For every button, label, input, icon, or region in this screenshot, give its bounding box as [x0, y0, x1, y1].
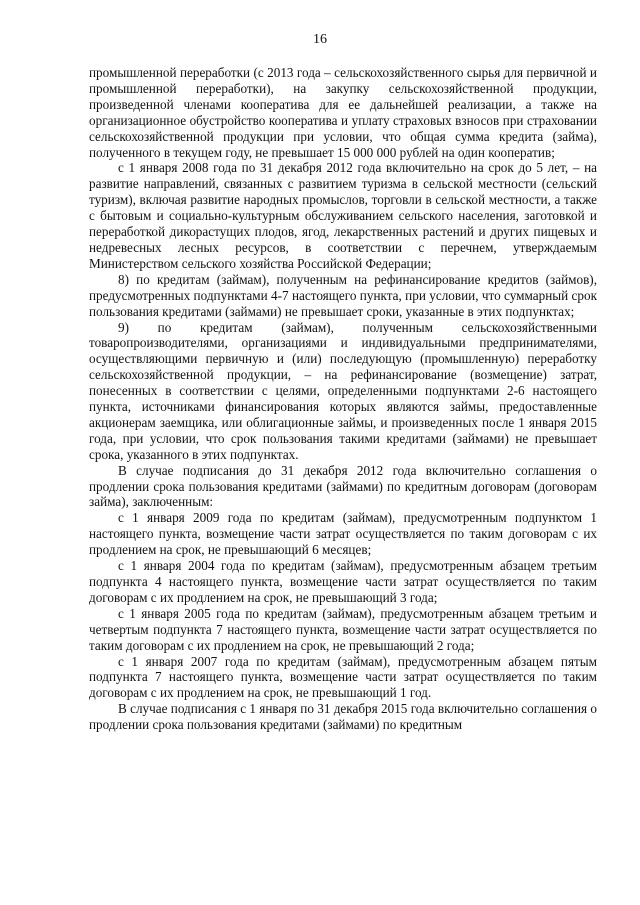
paragraph: с 1 января 2008 года по 31 декабря 2012 года включительно на срок до 5 лет, – на развитие направлений, связанных с развитием туризма в сельской местности (сельский туризм), включая развитие народных промыслов, торговли в сельской местности, а также с бытовым и социально-культурным обслуживанием сельского населения, заготовкой и переработкой дикорастущих плодов, ягод, лекарственных растений и других пищевых и недревесных лесных ресурсов, в соответствии с перечнем, утверждаемым Министерством сельского хозяйства Российской Федерации; — [89, 160, 597, 271]
paragraph: с 1 января 2007 года по кредитам (займам), предусмотренным абзацем пятым подпункта 7 настоящего пункта, возмещение части затрат осуществляется по таким договорам с их продлением на срок, не превышающий 1 год. — [89, 653, 597, 701]
page-number: 16 — [313, 32, 327, 47]
paragraph: 9) по кредитам (займам), полученным сельскохозяйственными товаропроизводителями, организациями и индивидуальными предпринимателями, осуществляющими первичную и (или) последующую (промышленную) переработку сельскохозяйственной продукции, – на рефинансирование (возмещение) затрат, понесенных в соответствии с целями, определенными подпунктами 2-6 настоящего пункта, источниками финансирования которых являются займы, предоставленные акционерам заемщика, или облигационные займы, и произведенных после 1 января 2015 года, при условии, что срок пользования такими кредитами (займами) не превышает срока, указанного в этих подпунктах. — [89, 319, 597, 462]
document-body — [89, 65, 597, 733]
paragraph: В случае подписания до 31 декабря 2012 года включительно соглашения о продлении срока пользования кредитами (займами) по кредитным договорам (договорам займа), заключенным: — [89, 462, 597, 510]
paragraph: В случае подписания с 1 января по 31 декабря 2015 года включительно соглашения о продлении срока пользования кредитами (займами) по кредитным — [89, 701, 597, 733]
paragraph: 8) по кредитам (займам), полученным на рефинансирование кредитов (займов), предусмотренных подпунктами 4-7 настоящего пункта, при условии, что суммарный срок пользования кредитами (займами) не превышает сроки, указанные в этих подпунктах; — [89, 271, 597, 319]
paragraph: с 1 января 2004 года по кредитам (займам), предусмотренным абзацем третьим подпункта 4 настоящего пункта, возмещение части затрат осуществляется по таким договорам с их продлением на срок, не превышающий 3 года; — [89, 558, 597, 605]
paragraph: промышленной переработки (с 2013 года – сельскохозяйственного сырья для первичной и промышленной переработки), на закупку сельскохозяйственной продукции, произведенной членами кооператива для ее дальнейшей реализации, а также на организационное обустройство кооператива и уплату страховых взносов при страховании сельскохозяйственной продукции при условии, что общая сумма кредита (займа), полученного в текущем году, не превышает 15 000 000 рублей на один кооператив; — [89, 65, 597, 160]
paragraph: с 1 января 2005 года по кредитам (займам), предусмотренным абзацем третьим и четвертым подпункта 7 настоящего пункта, возмещение части затрат осуществляется по таким договорам с их продлением на срок, не превышающий 2 года; — [89, 605, 597, 653]
paragraph: с 1 января 2009 года по кредитам (займам), предусмотренным подпунктом 1 настоящего пункта, возмещение части затрат осуществляется по таким договорам с их продлением на срок, не превышающий 6 месяцев; — [89, 510, 597, 558]
